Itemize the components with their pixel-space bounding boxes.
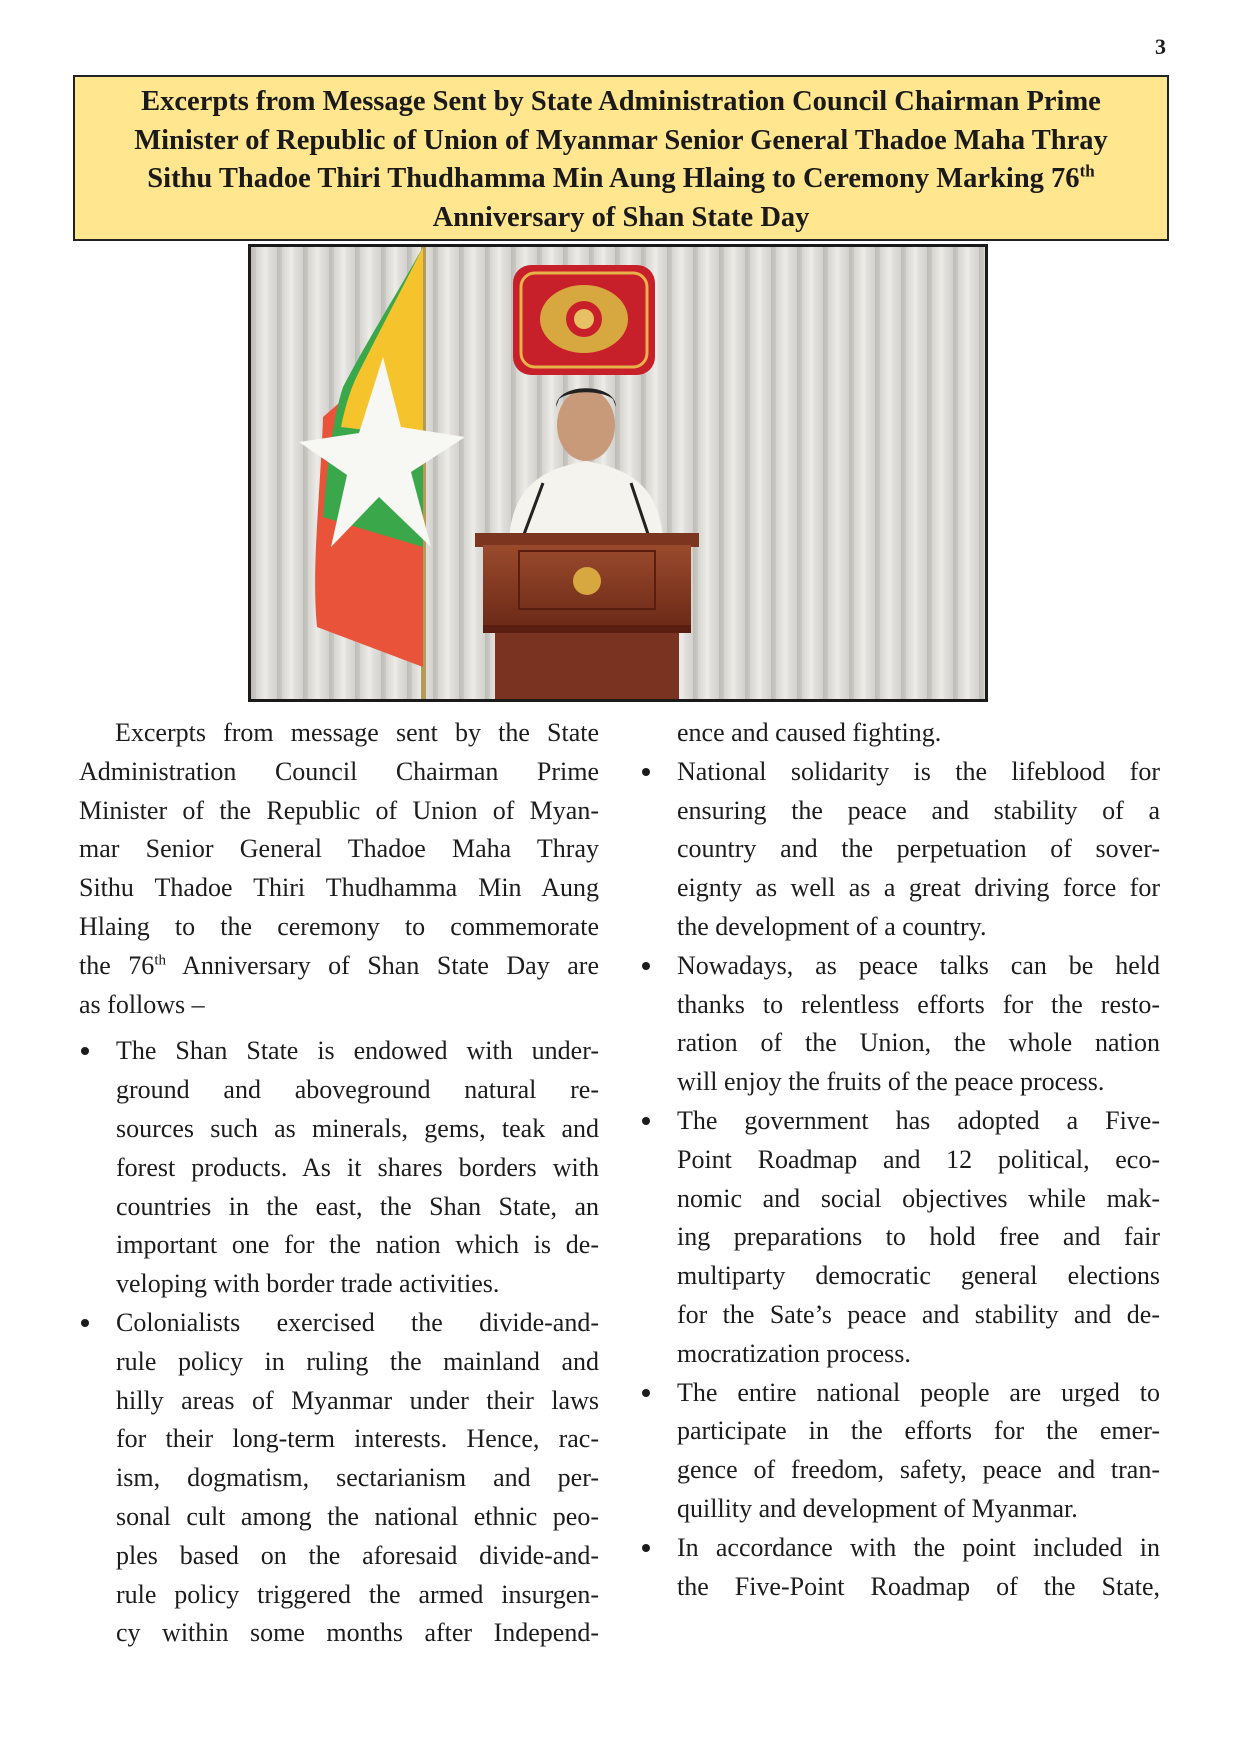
text-line: rule policy in ruling the mainland and (116, 1346, 599, 1376)
headline-line: Minister of Republic of Union of Myanmar Senior General Thadoe Maha Thray (134, 124, 1108, 156)
headline-line (85, 160, 1157, 199)
text-line: In accordance with the point included in (677, 1532, 1160, 1562)
text-line: sources such as minerals, gems, teak and (116, 1113, 599, 1143)
text-fragment: the 76 (79, 950, 155, 980)
text-line: thanks to relentless efforts for the resto- (677, 989, 1160, 1019)
headline-box (73, 75, 1169, 241)
bullet-item (640, 947, 1160, 1102)
headline-superscript: th (1079, 161, 1095, 181)
text-line: gence of freedom, safety, peace and tran- (677, 1455, 1160, 1485)
text-line: Administration Council Chairman Prime (79, 756, 599, 786)
text-line: The government has adopted a Five- (677, 1105, 1160, 1135)
left-column (79, 714, 599, 1653)
text-line: mocratization process. (677, 1338, 911, 1368)
text-line: ensuring the peace and stability of a (677, 795, 1160, 825)
text-line: the development of a country. (677, 911, 987, 941)
text-line: participate in the efforts for the emer- (677, 1416, 1160, 1446)
text-line: Point Roadmap and 12 political, eco- (677, 1144, 1160, 1174)
text-line: nomic and social objectives while mak- (677, 1183, 1160, 1213)
text-line: Nowadays, as peace talks can be held (677, 950, 1160, 980)
text-line: ing preparations to hold free and fair (677, 1222, 1160, 1252)
text-line: multiparty democratic general elections (677, 1261, 1160, 1291)
text-line: ence and caused fighting. (677, 718, 942, 747)
text-line: National solidarity is the lifeblood for (677, 756, 1160, 786)
bullet-item (79, 1304, 599, 1653)
text-line: for the Sate’s peace and stability and de- (677, 1299, 1160, 1329)
text-line: the Five-Point Roadmap of the State, (677, 1571, 1160, 1601)
headline-line: Excerpts from Message Sent by State Administration Council Chairman Prime (141, 86, 1101, 117)
bullet-item (640, 1374, 1160, 1529)
text-line: hilly areas of Myanmar under their laws (116, 1385, 599, 1415)
text-line: sonal cult among the national ethnic peo- (116, 1501, 599, 1531)
photo-illustration (251, 247, 985, 699)
bullet-item (640, 753, 1160, 947)
headline-line: Anniversary of Shan State Day (432, 201, 810, 233)
text-line: ples based on the aforesaid divide-and- (116, 1540, 599, 1570)
text-line: eignty as well as a great driving force for (677, 873, 1160, 903)
intro-paragraph (79, 714, 599, 1024)
podium (475, 533, 699, 699)
text-line: Minister of the Republic of Union of Myan- (79, 795, 599, 825)
text-fragment: Anniversary of Shan State Day are (165, 950, 600, 980)
headline-line-text: Sithu Thadoe Thiri Thudhamma Min Aung Hlaing to Ceremony Marking 76 (147, 163, 1080, 194)
text-line (79, 947, 599, 986)
text-line: will enjoy the fruits of the peace process. (677, 1067, 1105, 1097)
state-emblem (513, 265, 655, 375)
text-line: as follows – (79, 989, 205, 1019)
text-line: Excerpts from message sent by the State (115, 718, 599, 747)
bullet-item (640, 1102, 1160, 1374)
text-line: country and the perpetuation of sover- (677, 834, 1160, 864)
speech-photo (248, 244, 988, 702)
page-number: 3 (1155, 34, 1166, 59)
bullet-continuation (640, 714, 1160, 753)
bullet-item (640, 1529, 1160, 1607)
text-line: The entire national people are urged to (677, 1377, 1160, 1407)
text-line: forest products. As it shares borders with (116, 1152, 599, 1182)
text-line: The Shan State is endowed with under- (116, 1036, 599, 1066)
text-line: important one for the nation which is de- (116, 1230, 599, 1260)
text-line: rule policy triggered the armed insurgen- (116, 1579, 599, 1609)
text-line: countries in the east, the Shan State, an (116, 1191, 599, 1221)
text-line: cy within some months after Independ- (116, 1618, 599, 1648)
bullet-item (79, 1032, 599, 1304)
right-column (640, 714, 1160, 1606)
text-line: quillity and development of Myanmar. (677, 1493, 1078, 1523)
text-line: Hlaing to the ceremony to commemorate (79, 911, 599, 941)
text-line: veloping with border trade activities. (116, 1269, 500, 1299)
text-line: ration of the Union, the whole nation (677, 1028, 1160, 1058)
superscript: th (154, 952, 166, 969)
text-line: for their long-term interests. Hence, rac- (116, 1424, 599, 1454)
text-line: mar Senior General Thadoe Maha Thray (79, 834, 599, 864)
text-line: Sithu Thadoe Thiri Thudhamma Min Aung (79, 873, 599, 903)
text-line: ism, dogmatism, sectarianism and per- (116, 1463, 599, 1493)
text-line: ground and aboveground natural re- (116, 1075, 599, 1105)
text-line: Colonialists exercised the divide-and- (116, 1307, 599, 1337)
